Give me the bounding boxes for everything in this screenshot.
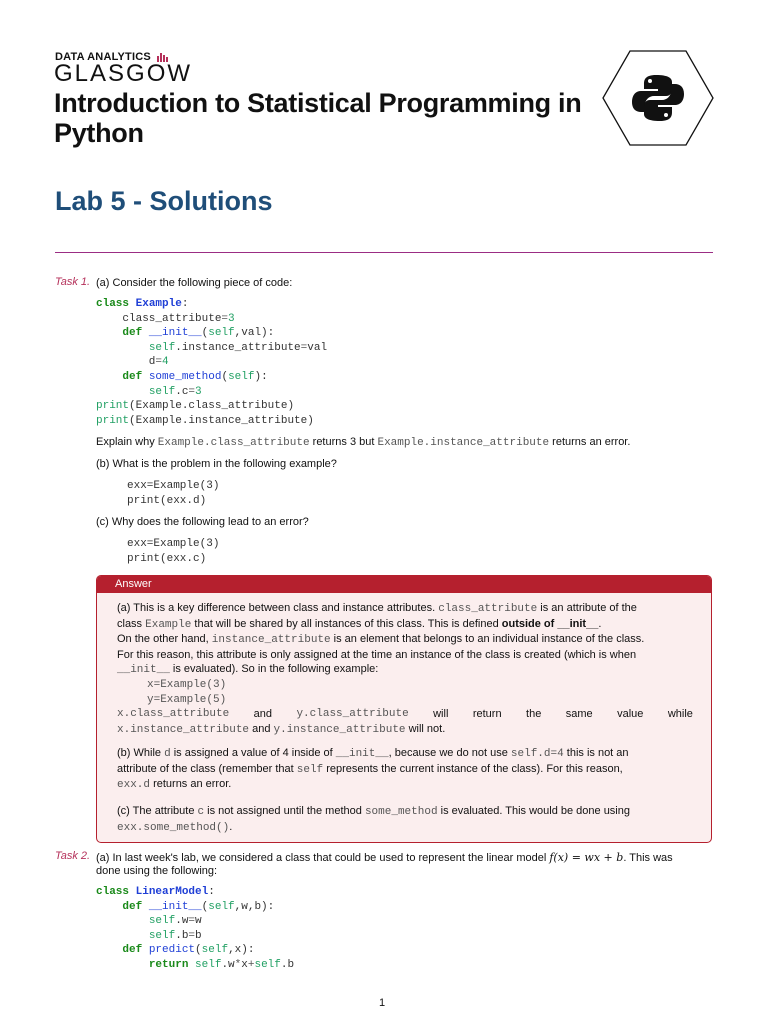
answer-part-b: (b) While d is assigned a value of 4 inside of __init__, because we do not use self.d=4 this is not an attribute of the class (remember that self represents the current instance of the class). For this reason, exx.d returns an error. — [117, 747, 629, 792]
lab-title: Lab 5 - Solutions — [55, 186, 273, 216]
logo-text-top: DATA ANALYTICS — [55, 51, 151, 63]
answer-box — [96, 575, 712, 843]
course-title: Introduction to Statistical Programming in Python — [54, 88, 582, 148]
task-2-intro: (a) In last week's lab, we considered a class that could be used to represent the linear model f(x) = wx + b. This was — [96, 851, 673, 864]
task-1-part-c: (c) Why does the following lead to an error? — [96, 516, 309, 528]
answer-part-c: (c) The attribute c is not assigned until the method some_method is evaluated. This would be done using exx.some_method(). — [117, 805, 630, 834]
task-1-part-b: (b) What is the problem in the following example? — [96, 458, 337, 470]
task-1-explain: Explain why Example.class_attribute returns 3 but Example.instance_attribute returns an error. — [96, 436, 631, 449]
task-1-label: Task 1. — [55, 276, 91, 288]
section-divider — [55, 252, 713, 253]
python-logo-icon — [602, 50, 714, 146]
answer-part-a: (a) This is a key difference between class and instance attributes. class_attribute is an attribute of the class Example that will be shared by all instances of this class. This is defined outside of __init__. On the other hand, instance_attribute is an element that belongs to an individual instance of the class. For this reason, this attribute is only assigned at the time an instance of the class is created (which is when __init__ is evaluated). So in the following example: x=Example(3) y=Example(5) x.class_attribute and y.class_attribute will return the same value while x.instance_attribute and y.instance_attribute will not. — [117, 602, 693, 736]
task-1-code-block: class Example: class_attribute=3 def __init__(self,val): self.instance_attribute=val d=4 def some_method(self): self.c=3 print(Example.class_attribute) print(Example.instance_attribute) — [96, 298, 328, 427]
task-1-intro: (a) Consider the following piece of code: — [96, 277, 293, 289]
task-2-intro-cont: done using the following: — [96, 865, 218, 877]
task-2-code-block: class LinearModel: def __init__(self,w,b): self.w=w self.b=b def predict(self,x): return self.w*x+self.b — [96, 886, 295, 971]
task-1-code-c: exx=Example(3) print(exx.c) — [127, 538, 220, 565]
page-number: 1 — [379, 997, 386, 1009]
logo-text-main: GLASGOW — [54, 60, 193, 87]
answer-title: Answer — [97, 576, 711, 593]
task-2-label: Task 2. — [55, 850, 91, 862]
task-1-code-b: exx=Example(3) print(exx.d) — [127, 480, 220, 507]
